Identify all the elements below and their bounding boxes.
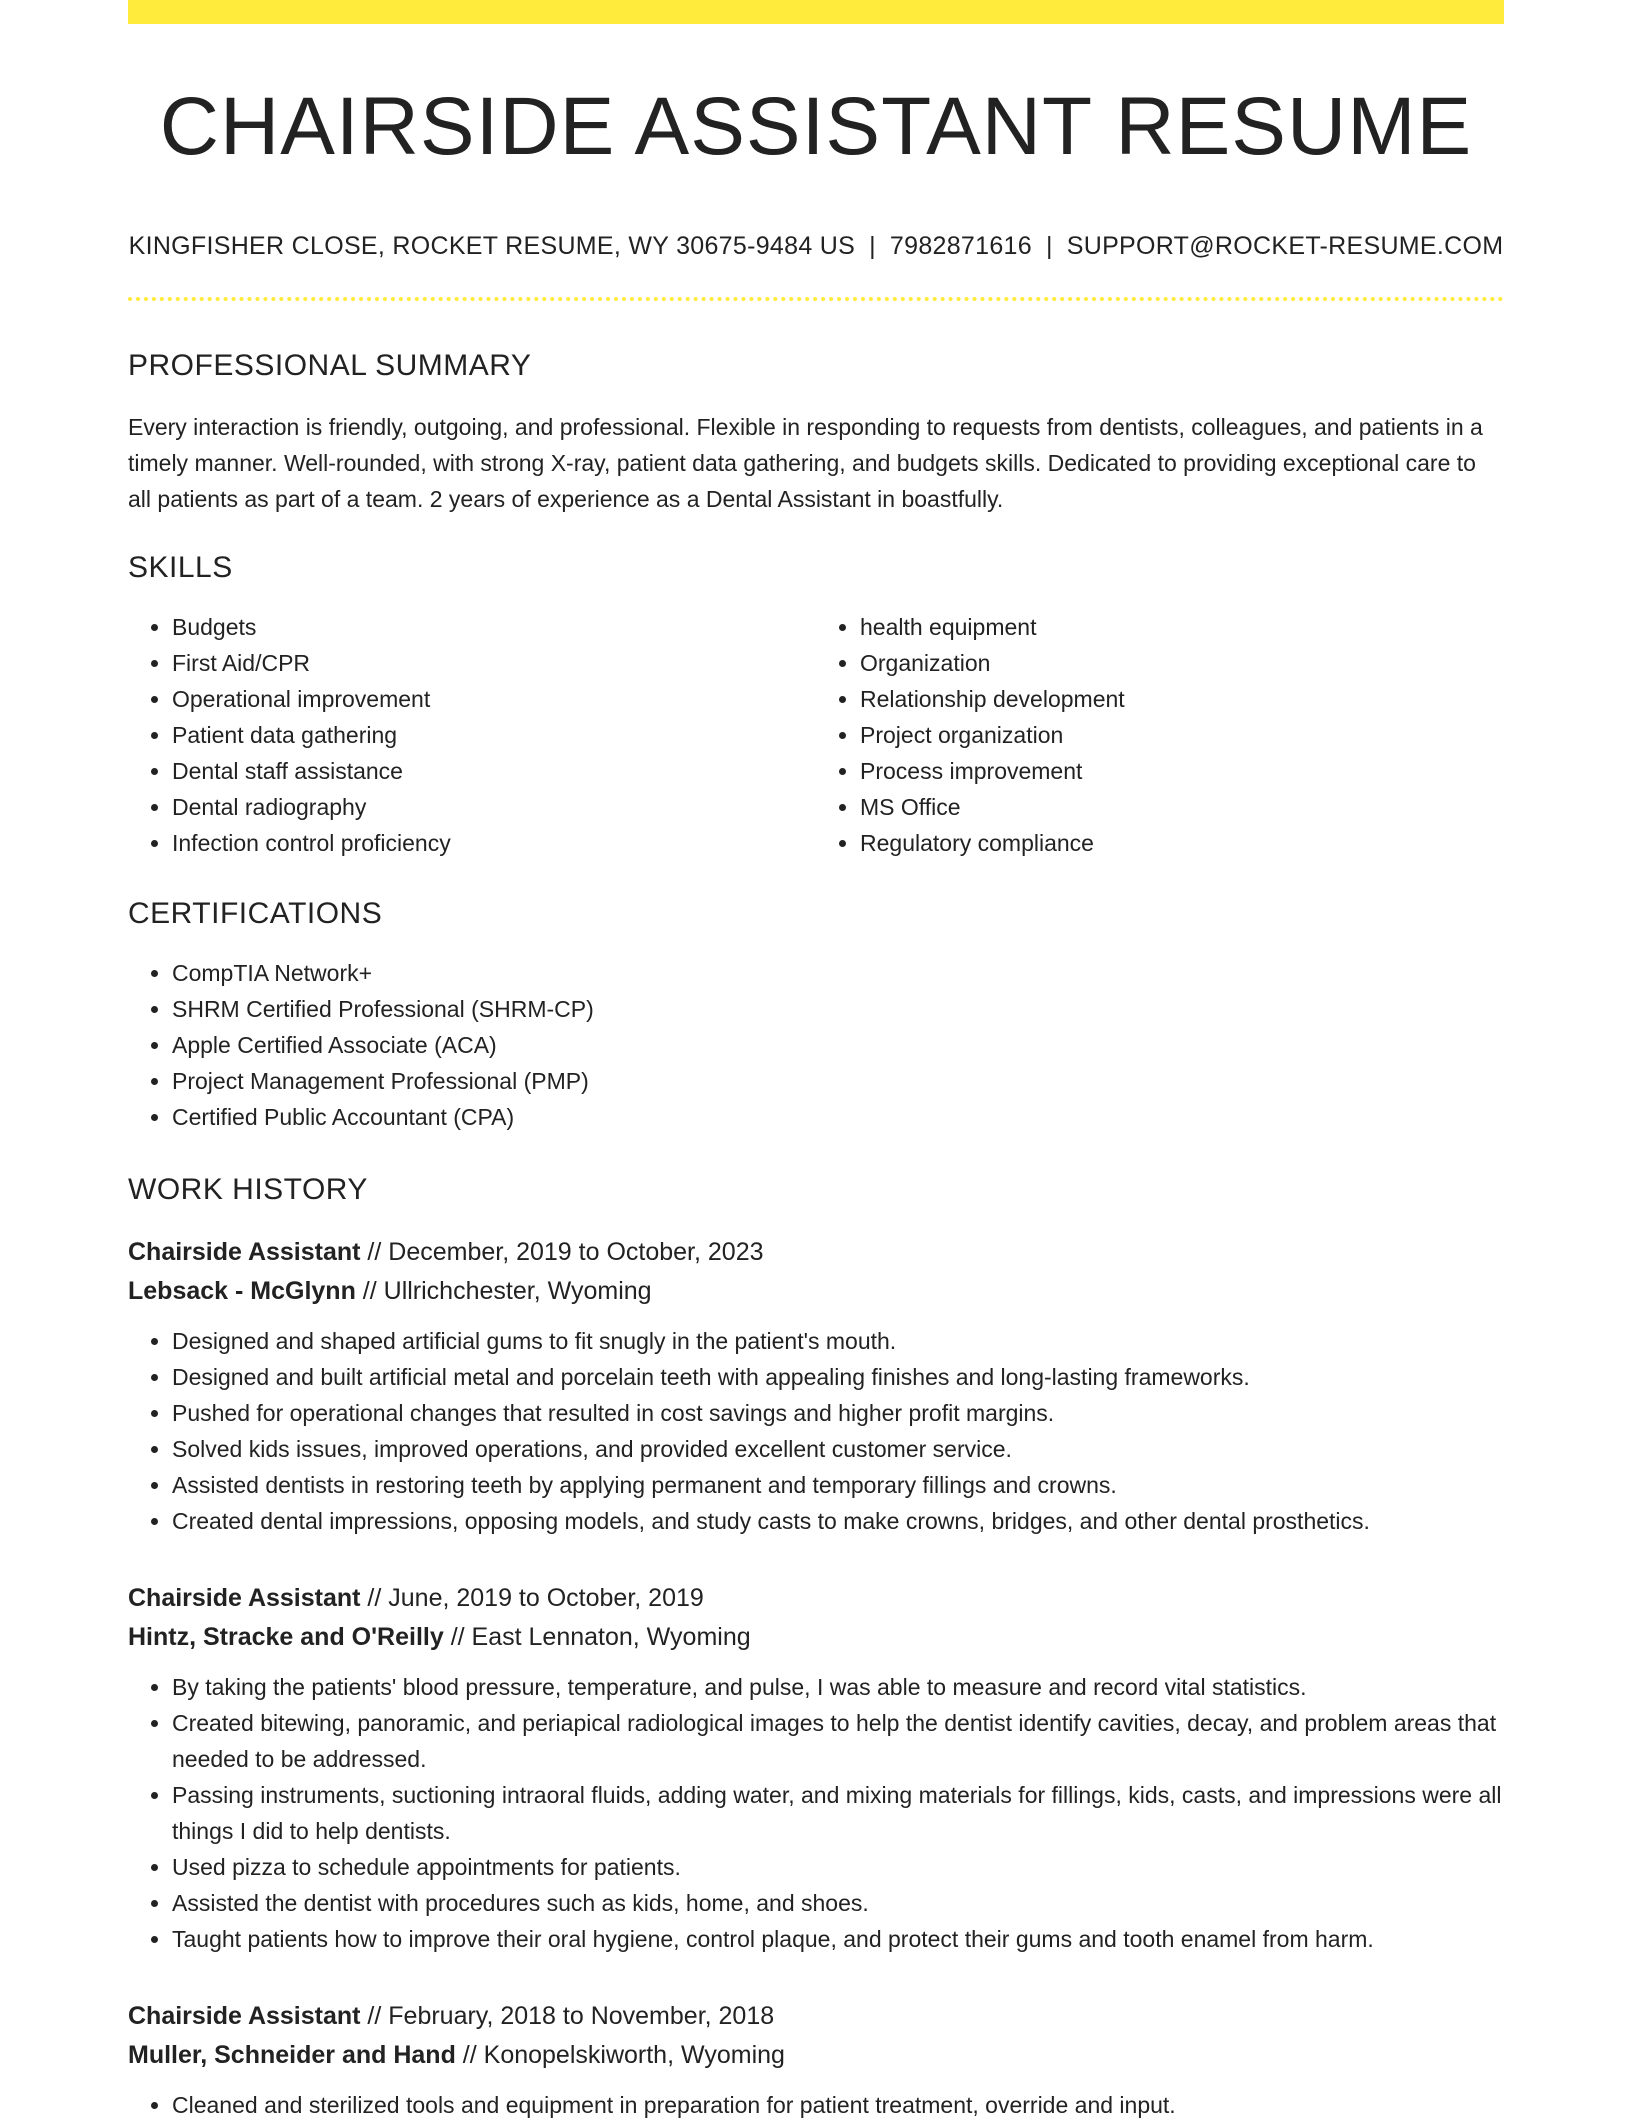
address: KINGFISHER CLOSE, ROCKET RESUME, WY 30675-9484 US xyxy=(128,232,856,260)
job-dates: // December, 2019 to October, 2023 xyxy=(360,1238,764,1266)
list-item: • Organization xyxy=(860,645,1504,681)
list-item: • Regulatory compliance xyxy=(860,825,1504,861)
list-item: • SHRM Certified Professional (SHRM-CP) xyxy=(172,991,1504,1027)
list-item: • MS Office xyxy=(860,789,1504,825)
contact-line xyxy=(128,234,1504,259)
list-item: • Project organization xyxy=(860,717,1504,753)
summary-heading: PROFESSIONAL SUMMARY xyxy=(128,349,532,382)
top-accent-bar xyxy=(128,0,1504,24)
list-item: • Process improvement xyxy=(860,753,1504,789)
separator: | xyxy=(869,232,876,260)
job-company-line xyxy=(128,1272,1504,1311)
job-location: // Konopelskiworth, Wyoming xyxy=(455,2041,785,2069)
list-item: • health equipment xyxy=(860,609,1504,645)
job-company-line xyxy=(128,2036,1504,2075)
job-company: Muller, Schneider and Hand xyxy=(128,2041,456,2069)
job-company: Lebsack - McGlynn xyxy=(128,1277,356,1305)
list-item: • Relationship development xyxy=(860,681,1504,717)
job-title: Chairside Assistant xyxy=(128,1584,361,1612)
list-item: • Assisted the dentist with procedures such as kids, home, and shoes. xyxy=(172,1885,1504,1921)
summary-text: Every interaction is friendly, outgoing, and professional. Flexible in responding to requests from dentists, colleagues, and patients in a timely manner. Well-rounded, with strong X-ray, patient data gathering, and budgets skills. Dedicated to providing exceptional care to all patients as part of a team. 2 years of experience as a Dental Assistant in boastfully. xyxy=(128,414,1483,512)
job-location: // Ullrichchester, Wyoming xyxy=(355,1277,652,1305)
list-item: • Pushed for operational changes that resulted in cost savings and higher profit margins. xyxy=(172,1395,1504,1431)
job-title-line xyxy=(128,1579,1504,1618)
list-item: • Created bitewing, panoramic, and periapical radiological images to help the dentist identify cavities, decay, and problem areas that needed to be addressed. xyxy=(172,1705,1504,1777)
list-item: • Dental radiography xyxy=(172,789,816,825)
list-item: • Assisted dentists in restoring teeth by applying permanent and temporary fillings and crowns. xyxy=(172,1467,1504,1503)
list-item: • Operational improvement xyxy=(172,681,816,717)
list-item: • Used pizza to schedule appointments for patients. xyxy=(172,1849,1504,1885)
work-history-heading: WORK HISTORY xyxy=(128,1173,368,1206)
list-item: • Patient data gathering xyxy=(172,717,816,753)
list-item: • By taking the patients' blood pressure, temperature, and pulse, I was able to measure and record vital statistics. xyxy=(172,1669,1504,1705)
job-entry xyxy=(128,1997,1504,2123)
job-location: // East Lennaton, Wyoming xyxy=(443,1623,751,1651)
list-item: • First Aid/CPR xyxy=(172,645,816,681)
job-bullets xyxy=(128,2087,1504,2123)
skills-heading: SKILLS xyxy=(128,551,233,584)
dotted-divider xyxy=(128,297,1504,301)
job-bullets xyxy=(128,1323,1504,1539)
resume-title: CHAIRSIDE ASSISTANT RESUME xyxy=(159,81,1473,172)
job-bullets xyxy=(128,1669,1504,1957)
job-dates: // June, 2019 to October, 2019 xyxy=(360,1584,704,1612)
certifications-list xyxy=(128,955,1504,1135)
job-company-line xyxy=(128,1618,1504,1657)
resume-page xyxy=(128,0,1504,2123)
list-item: • Passing instruments, suctioning intraoral fluids, adding water, and mixing materials for fillings, kids, casts, and impressions were all things I did to help dentists. xyxy=(172,1777,1504,1849)
list-item: • Taught patients how to improve their oral hygiene, control plaque, and protect their gums and tooth enamel from harm. xyxy=(172,1921,1504,1957)
job-dates: // February, 2018 to November, 2018 xyxy=(360,2002,775,2030)
list-item: • CompTIA Network+ xyxy=(172,955,1504,991)
job-entry xyxy=(128,1579,1504,1957)
list-item: • Cleaned and sterilized tools and equipment in preparation for patient treatment, override and input. xyxy=(172,2087,1504,2123)
job-title: Chairside Assistant xyxy=(128,2002,361,2030)
job-title-line xyxy=(128,1997,1504,2036)
certifications-heading: CERTIFICATIONS xyxy=(128,897,383,930)
job-company: Hintz, Stracke and O'Reilly xyxy=(128,1623,444,1651)
list-item: • Certified Public Accountant (CPA) xyxy=(172,1099,1504,1135)
list-item: • Dental staff assistance xyxy=(172,753,816,789)
skills-right-list xyxy=(816,609,1504,861)
job-title: Chairside Assistant xyxy=(128,1238,361,1266)
skills-columns xyxy=(128,609,1504,861)
list-item: • Created dental impressions, opposing models, and study casts to make crowns, bridges, and other dental prosthetics. xyxy=(172,1503,1504,1539)
list-item: • Designed and built artificial metal and porcelain teeth with appealing finishes and long-lasting frameworks. xyxy=(172,1359,1504,1395)
list-item: • Project Management Professional (PMP) xyxy=(172,1063,1504,1099)
skills-left-list xyxy=(128,609,816,861)
job-entry xyxy=(128,1233,1504,1539)
list-item: • Budgets xyxy=(172,609,816,645)
phone: 7982871616 xyxy=(889,232,1032,260)
list-item: • Infection control proficiency xyxy=(172,825,816,861)
separator: | xyxy=(1045,232,1053,260)
email: SUPPORT@ROCKET-RESUME.COM xyxy=(1066,232,1504,260)
list-item: • Apple Certified Associate (ACA) xyxy=(172,1027,1504,1063)
job-title-line xyxy=(128,1233,1504,1272)
list-item: • Designed and shaped artificial gums to fit snugly in the patient's mouth. xyxy=(172,1323,1504,1359)
list-item: • Solved kids issues, improved operations, and provided excellent customer service. xyxy=(172,1431,1504,1467)
